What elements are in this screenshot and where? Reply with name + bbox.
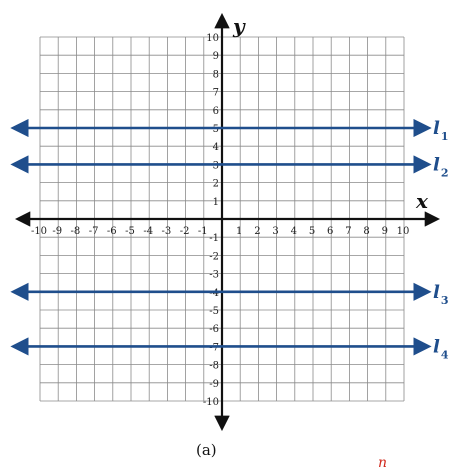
- y-tick-label: -9: [209, 378, 219, 390]
- x-tick-label: -1: [197, 226, 208, 237]
- y-tick-label: -6: [209, 324, 219, 336]
- line-label-l3: $l_3$: [433, 281, 449, 307]
- x-tick-label: -3: [161, 226, 172, 237]
- x-tick-label: -9: [52, 226, 63, 237]
- y-tick-label: 8: [212, 69, 219, 81]
- y-tick-labels: [203, 33, 219, 408]
- x-axis-label: x: [416, 189, 428, 213]
- axes: [18, 16, 437, 428]
- x-tick-label: 9: [381, 226, 388, 237]
- line-label-l1: $l_1$: [433, 118, 449, 143]
- x-tick-label: 4: [290, 226, 297, 237]
- x-tick-label: 5: [308, 226, 316, 237]
- y-tick-label: -4: [209, 287, 219, 299]
- y-tick-label: -7: [209, 342, 219, 354]
- y-tick-label: 6: [212, 105, 219, 117]
- x-tick-label: -5: [125, 226, 135, 237]
- figure-caption: (a): [196, 441, 217, 459]
- x-tick-label: 6: [327, 226, 334, 237]
- x-tick-label: 1: [236, 226, 243, 237]
- x-tick-label: -10: [30, 226, 48, 237]
- y-tick-label: 5: [212, 124, 219, 135]
- y-tick-label: 2: [212, 178, 219, 190]
- y-tick-label: 1: [212, 196, 219, 208]
- x-tick-label: -7: [88, 226, 99, 237]
- y-tick-label: -10: [202, 397, 219, 408]
- y-tick-label: -1: [209, 233, 219, 245]
- x-tick-label: 3: [272, 226, 279, 237]
- x-tick-label: 2: [254, 226, 261, 237]
- y-tick-label: -5: [209, 306, 219, 317]
- line-label-l4: $l_4$: [433, 336, 449, 362]
- y-tick-label: -8: [209, 360, 219, 372]
- y-tick-label: 10: [206, 33, 219, 44]
- x-tick-label: -8: [70, 226, 81, 237]
- horizontal-lines: [14, 118, 449, 361]
- x-tick-label: -2: [179, 226, 190, 237]
- x-tick-label: 7: [345, 226, 352, 237]
- x-tick-label: -6: [106, 226, 117, 237]
- line-label-l2: $l_2$: [433, 154, 449, 180]
- y-tick-label: 4: [212, 142, 219, 154]
- stray-mark: n: [378, 455, 388, 467]
- y-tick-label: 9: [212, 51, 219, 63]
- x-tick-labels: [31, 226, 409, 237]
- x-tick-label: 10: [396, 226, 410, 237]
- y-tick-label: -2: [209, 251, 219, 263]
- y-tick-label: 3: [212, 160, 219, 172]
- x-tick-label: 8: [363, 226, 370, 237]
- y-tick-label: 7: [212, 87, 219, 99]
- x-tick-label: -4: [143, 226, 154, 237]
- y-axis-label: y: [233, 14, 245, 38]
- y-tick-label: -3: [209, 269, 219, 281]
